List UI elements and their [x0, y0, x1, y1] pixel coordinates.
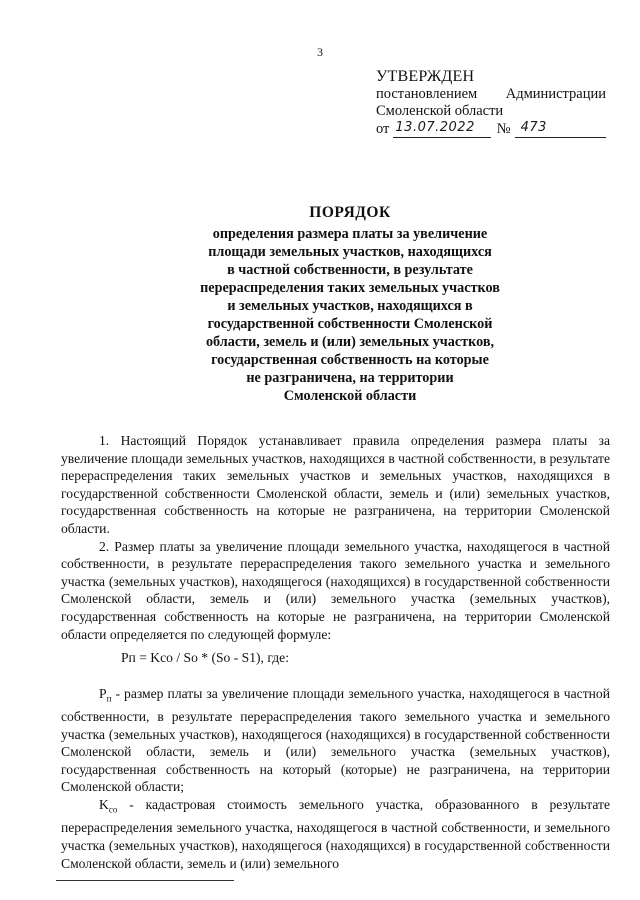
formula: Pп = Kсо / Sо * (Sо - S1), где: — [121, 650, 289, 666]
heading-line: перераспределения таких земельных участков — [200, 280, 500, 296]
document-heading — [150, 204, 550, 405]
document-body — [61, 432, 610, 872]
heading-title: ПОРЯДОК — [309, 204, 391, 221]
heading-line: области, земель и (или) земельных участков, — [205, 334, 495, 350]
approval-line-region: Смоленской области — [376, 103, 504, 119]
from-label: от — [376, 120, 390, 137]
heading-line: определения размера платы за увеличение — [212, 226, 488, 242]
approval-date-number — [376, 121, 606, 139]
paragraph-1: 1. Настоящий Порядок устанавливает правила определения размера платы за увеличение площади земельных участков, находящихся в частной собственности, в результате перераспределения таких земельных участков и земельных участков, находящихся в государственной собственности Смоленской области, земель и (или) земельных участков, государственная собственность на которые не разграничена, на территории Смоленской области. — [61, 433, 610, 536]
heading-line: в частной собственности, в результате — [227, 262, 473, 278]
approval-title: УТВЕРЖДЕН — [376, 68, 475, 85]
number-field — [515, 121, 606, 138]
approval-line-decree: постановлением Администрации — [376, 85, 606, 102]
number-label: № — [496, 120, 511, 137]
heading-line: Смоленской области — [283, 388, 417, 404]
handwritten-number: 473 — [520, 119, 547, 135]
heading-line: площади земельных участков, находящихся — [208, 244, 492, 260]
heading-line: не разграничена, на территории — [246, 370, 454, 386]
paragraph-4 — [61, 796, 610, 872]
heading-line: государственная собственность на которые — [211, 352, 489, 368]
paragraph-2: 2. Размер платы за увеличение площади земельного участка, находящегося в частной собственности, в результате перераспределения такого земельного участка и земельного участка (земельных участков), находящегося (находящихся) в государственной собственности Смоленской области, земель и (или) земельного участка (земельных участков), государственная собственность на которые не разграничена, на территории Смоленской области определяется по следующей формуле: — [61, 538, 610, 642]
heading-line: государственной собственности Смоленской — [207, 316, 493, 332]
paragraph-3 — [61, 685, 610, 796]
approval-block — [376, 68, 606, 138]
paragraph-3-text: - размер платы за увеличение площади земельного участка, находящегося в частной собственности, в результате перераспределения такого земельного участка и земельного участка (земельных участков), находящегося (находящихся) в государственной собственности Смоленской области, земель и (или) земельного участка (земельных участков), государственная собственность на который (которые) не разграничена, на территории Смоленской области; — [61, 685, 610, 795]
symbol-kso: $K_{со}$ — [99, 797, 118, 815]
footnote-divider — [56, 880, 234, 881]
date-field — [393, 121, 490, 138]
page-number: 3 — [317, 45, 323, 59]
symbol-pp: $P_п$ — [99, 685, 112, 704]
handwritten-date: 13.07.2022 — [395, 119, 475, 135]
heading-line: и земельных участков, находящихся в — [227, 298, 473, 314]
paragraph-4-text: - кадастровая стоимость земельного участка, образованного в результате перераспределения земельного участка, находящегося в частной собственности, и земельного участка (земельных участков), находящегося (находящихся) в государственной собственности Смоленской области, земель и (или) земельного — [61, 797, 610, 871]
